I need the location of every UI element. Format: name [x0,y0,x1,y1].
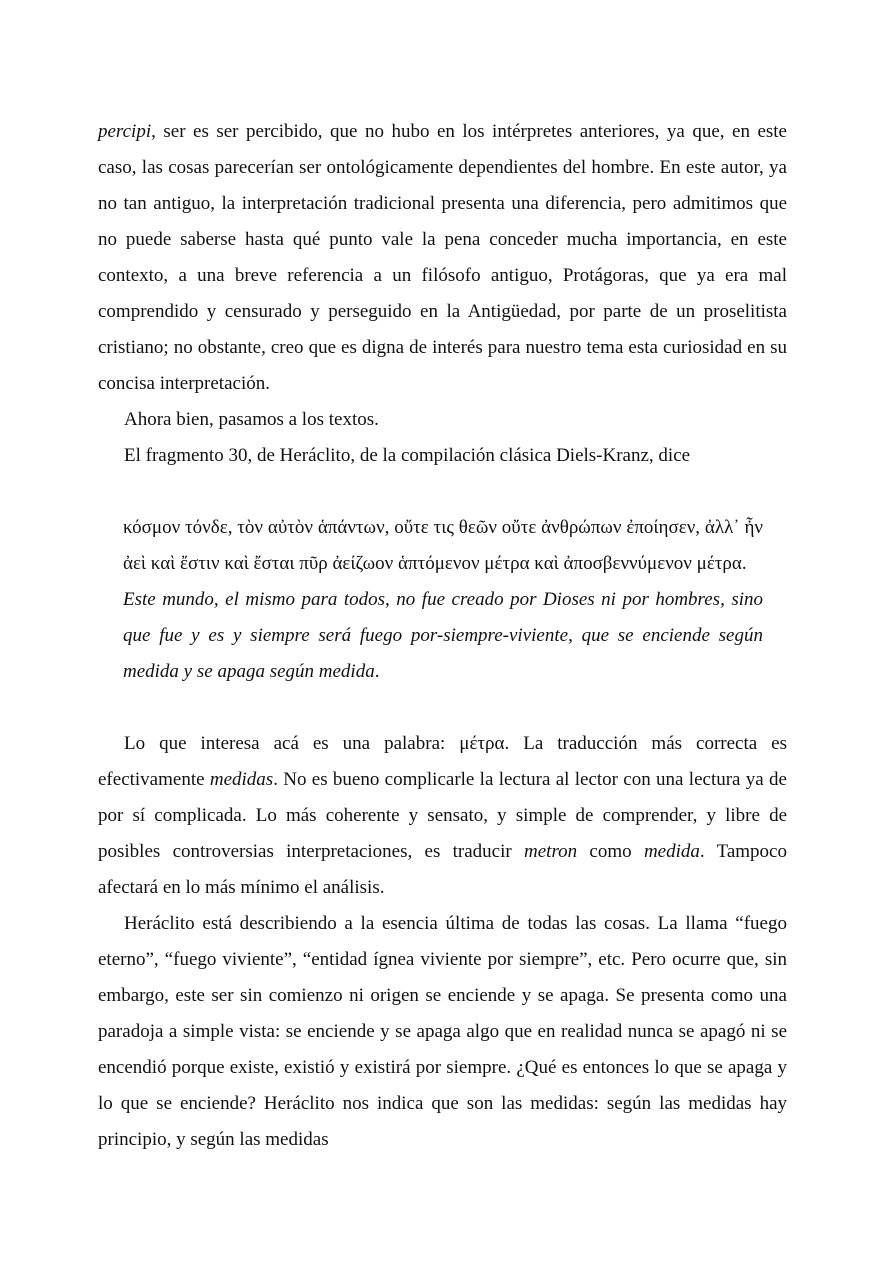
paragraph [123,582,763,690]
paragraph [98,114,787,402]
text-run: Heráclito está describiendo a la esencia última de todas las cosas. La llama “fuego eterno”, “fuego viviente”, “entidad ígnea viviente por siempre”, etc. Pero ocurre que, sin embargo, este ser sin comienzo ni origen se enciende y se apaga. Se presenta como una paradoja a simple vista: se enciende y se apaga algo que en realidad nunca se apagó ni se encendió porque existe, existió y existirá por siempre. ¿Qué es entonces lo que se apaga y lo que se enciende? Heráclito nos indica que son las medidas: según las medidas hay principio, y según las medidas [98,913,787,1150]
text-run: El fragmento 30, de Heráclito, de la compilación clásica Diels-Kranz, dice [124,445,691,466]
paragraph [98,402,787,438]
block-quote-fragment-30 [123,510,763,690]
paragraph [98,906,787,1158]
text-run: , ser es ser percibido, que no hubo en los intérpretes anteriores, ya que, en este caso, las cosas parecerían ser ontológicamente dependientes del hombre. En este autor, ya no tan antiguo, la interpretación tradicional presenta una diferencia, pero admitimos que no puede saberse hasta qué punto vale la pena conceder mucha importancia, en este contexto, a una breve referencia a un filósofo antiguo, Protágoras, que ya era mal comprendido y censurado y perseguido en la Antigüedad, por parte de un proselitista cristiano; no obstante, creo que es digna de interés para nuestro tema esta curiosidad en su concisa interpretación. [98,121,787,394]
document-page [98,114,787,1158]
italic-text: percipi [98,121,152,142]
text-run: . Tampoco afectará en lo más mínimo el análisis. [98,841,787,898]
text-run: . No es bueno complicarle la lectura al lector con una lectura ya de por sí complicada. Lo más coherente y sensato, y simple de comprender, y libre de posibles controversias interpretaciones, es traducir [98,769,787,862]
body-text-before-quote [98,114,787,474]
text-run: κόσμον τόνδε, τὸν αὐτὸν ἁπάντων, οὔτε τις θεῶν οὔτε ἀνθρώπων ἐποίησεν, ἀλλ᾽ ἦν ἀεὶ καὶ ἔστιν καὶ ἔσται πῦρ ἀείζωον ἁπτόμενον μέτρα καὶ ἀποσβεννύμενον μέτρα. [123,517,763,574]
text-run: como [577,841,644,862]
paragraph [123,510,763,582]
italic-text: medida [643,841,700,862]
text-run: Ahora bien, pasamos a los textos. [124,409,379,430]
paragraph [98,438,787,474]
paragraph [98,726,787,906]
italic-text: metron [524,841,578,862]
italic-text: Este mundo, el mismo para todos, no fue creado por Dioses ni por hombres, sino que fue y es y siempre será fuego por-siempre-viviente, que se enciende según medida y se apaga según medida [123,589,763,682]
text-run: Lo que interesa acá es una palabra: μέτρα. La traducción más correcta es efectivamente [98,733,787,790]
text-run: . [374,661,380,682]
body-text-after-quote [98,726,787,1158]
italic-text: medidas [209,769,274,790]
